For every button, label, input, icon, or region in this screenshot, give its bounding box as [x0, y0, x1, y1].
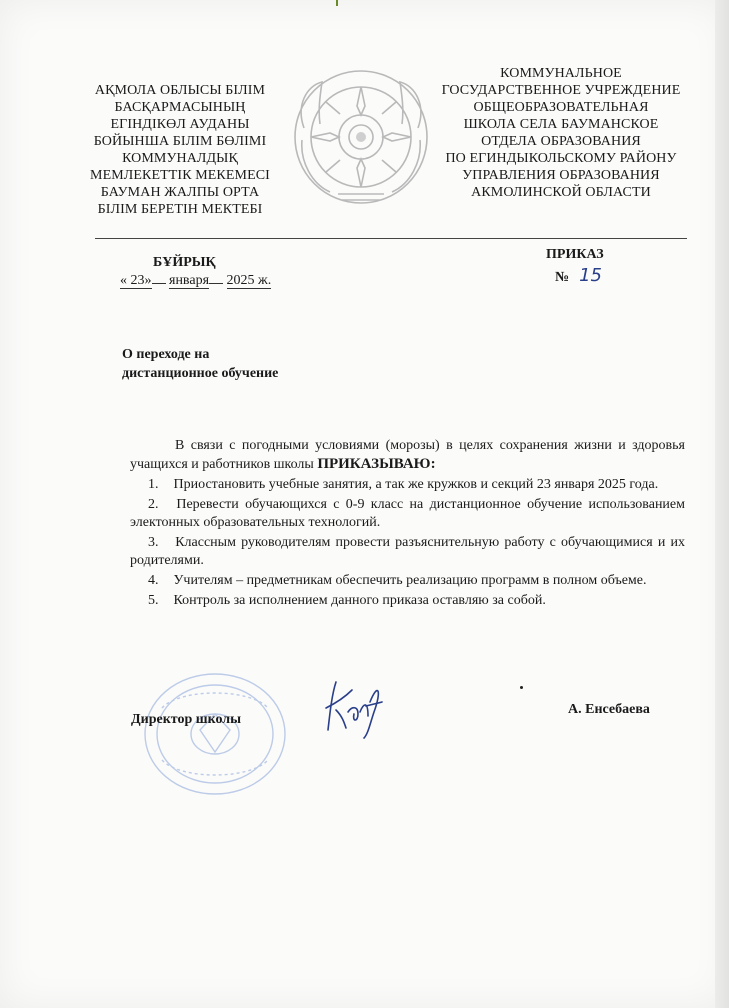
item-number: 4. [148, 573, 159, 588]
item-number: 5. [148, 593, 159, 608]
signatory-name: А. Енсебаева [568, 702, 650, 717]
list-item [130, 572, 685, 590]
ink-dot [520, 686, 523, 689]
order-date-month: января [169, 273, 210, 288]
order-title-ru: ПРИКАЗ [546, 247, 604, 262]
order-title-kz: БҰЙРЫҚ [153, 255, 216, 270]
header-divider [95, 238, 687, 239]
item-number: 1. [148, 477, 159, 492]
list-item [130, 534, 685, 570]
order-body [130, 437, 685, 612]
order-number-label: № [555, 270, 570, 285]
item-number: 3. [148, 535, 159, 550]
page-edge [715, 0, 729, 1008]
order-items [130, 476, 685, 610]
item-number: 2. [148, 497, 159, 512]
kazakhstan-state-emblem-icon [290, 66, 432, 208]
header-left-org: АҚМОЛА ОБЛЫСЫ БІЛІМ БАСҚАРМАСЫНЫҢ ЕГІНДІКӨЛ АУДАНЫ БОЙЫНША БІЛІМ БӨЛІМІ КОММУНАЛДЫҚ МЕМЛЕКЕТТІК МЕКЕМЕСІ БАУМАН ЖАЛПЫ ОРТА БІЛІМ БЕРЕТІН МЕКТЕБІ [90, 83, 270, 217]
intro-emphasis: ПРИКАЗЫВАЮ: [317, 456, 436, 472]
item-text: Приостановить учебные занятия, а так же кружков и секций 23 января 2025 года. [173, 477, 659, 492]
list-item [130, 476, 685, 494]
item-text: Перевести обучающихся с 0-9 класс на дистанционное обучение использованием электонных образовательных технологий. [130, 497, 685, 530]
header-right-org: КОММУНАЛЬНОЕ ГОСУДАРСТВЕННОЕ УЧРЕЖДЕНИЕ ОБЩЕОБРАЗОВАТЕЛЬНАЯ ШКОЛА СЕЛА БАУМАНСКОЕ ОТДЕЛА ОБРАЗОВАНИЯ ПО ЕГИНДЫКОЛЬСКОМУ РАЙОНУ УПРАВЛЕНИЯ ОБРАЗОВАНИЯ АКМОЛИНСКОЙ ОБЛАСТИ [441, 66, 681, 200]
list-item [130, 592, 685, 610]
order-number-value: 15 [579, 265, 602, 286]
item-text: Классным руководителям провести разъяснительную работу с обучающимися и их родителями. [130, 535, 685, 568]
order-date-year: 2025 ж. [226, 273, 272, 288]
item-text: Контроль за исполнением данного приказа оставляю за собой. [173, 593, 546, 608]
signature-position: Директор школы [131, 712, 242, 727]
item-text: Учителям – предметникам обеспечить реализацию программ в полном объеме. [173, 573, 647, 588]
order-intro [130, 437, 685, 474]
order-number [555, 265, 602, 286]
handwritten-signature-icon [318, 672, 388, 742]
scan-artifact [336, 0, 338, 6]
intro-text: В связи с погодными условиями (морозы) в целях сохранения жизни и здоровья учащихся и работников школы [130, 438, 685, 472]
list-item [130, 496, 685, 532]
round-stamp-icon [140, 668, 290, 798]
order-subject: О переходе на дистанционное обучение [122, 347, 279, 381]
order-date [120, 273, 271, 289]
order-date-day: « 23» [120, 273, 152, 288]
